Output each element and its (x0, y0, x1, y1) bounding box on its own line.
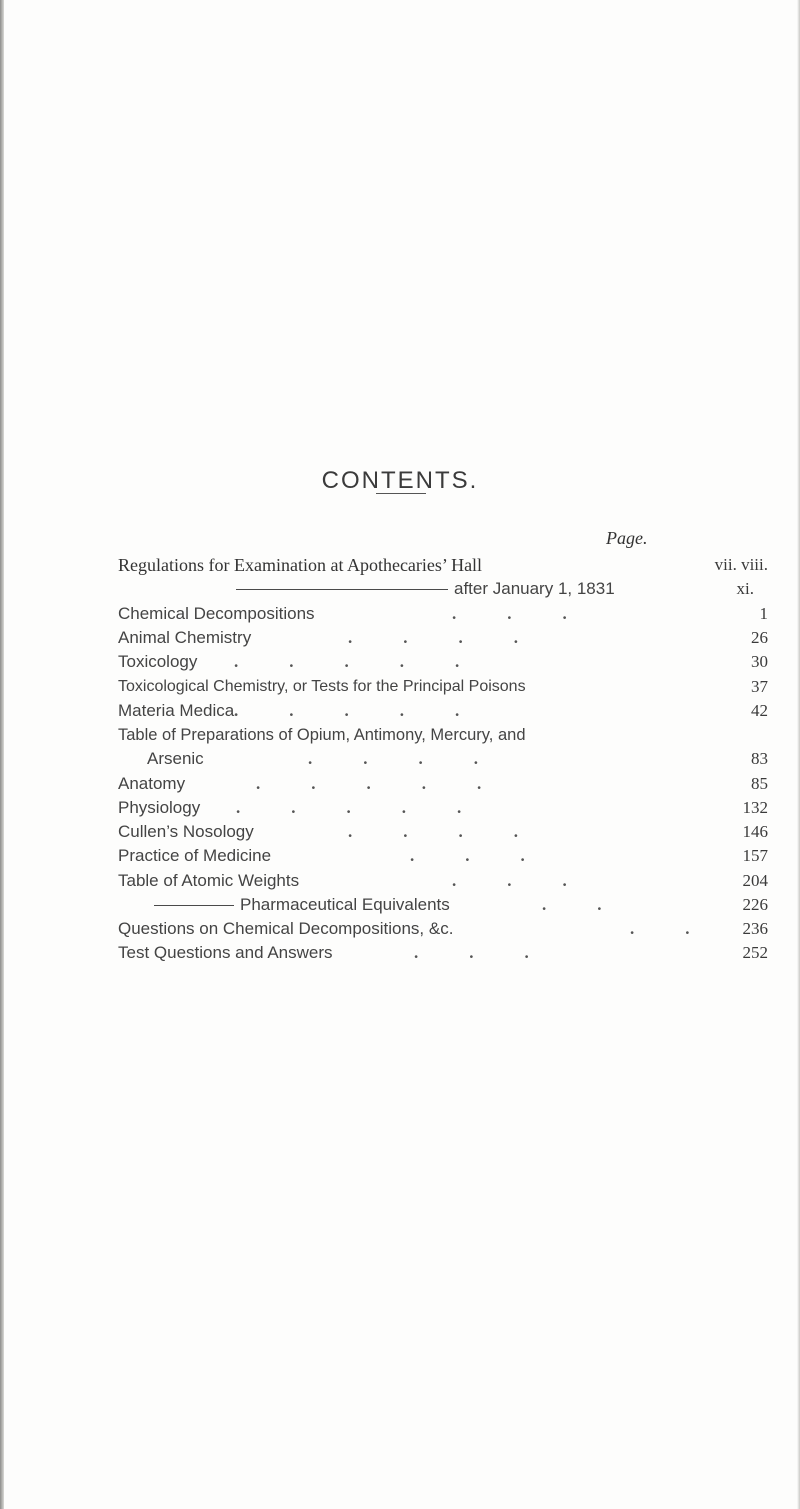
toc-entry-page: 26 (751, 628, 768, 647)
toc-entry-page: 83 (751, 749, 768, 768)
toc-entry-page: 37 (751, 677, 768, 696)
leader-dots: . . . (414, 943, 529, 962)
toc-entry-page: 146 (742, 822, 768, 841)
toc-entry (118, 602, 768, 626)
toc-entry (118, 820, 768, 844)
toc-entry (118, 553, 768, 577)
toc-entry-title: Table of Preparations of Opium, Antimony, Mercury, and (118, 726, 526, 744)
leader-dots: . . (542, 895, 602, 914)
toc-entry (118, 844, 768, 868)
toc-entry-title: Toxicology (118, 652, 198, 671)
leader-dots: . . . . (308, 749, 478, 768)
leader-dots: . . . (452, 604, 567, 623)
toc-entry-page: vii. viii. (714, 555, 768, 574)
toc-entry-title: Practice of Medicine (118, 846, 272, 865)
toc-entry-title: after January 1, 1831 (454, 579, 615, 598)
leader-dots: . . . . . (236, 798, 462, 817)
toc-entry-title: Anatomy (118, 774, 186, 793)
toc-entry-title: Regulations for Examination at Apothecaries’ Hall (118, 555, 483, 575)
toc-entry (118, 577, 768, 601)
toc-entry (118, 893, 768, 917)
toc-entry-title: Physiology (118, 798, 201, 817)
leader-dots: . . . . (348, 628, 518, 647)
leader-dots: . . . . . (256, 774, 482, 793)
toc-entry-title: Table of Atomic Weights (118, 871, 300, 890)
leader-dots: . . . (452, 871, 567, 890)
toc-entry (118, 917, 768, 941)
toc-entry (118, 626, 768, 650)
toc-entry-page: 132 (742, 798, 768, 817)
toc-entry (118, 675, 768, 699)
leader-dots: . . . . (348, 822, 518, 841)
toc-entry-page: 42 (751, 701, 768, 720)
toc-entry-title: Cullen’s Nosology (118, 822, 254, 841)
toc-entry-title: Test Questions and Answers (118, 943, 333, 962)
toc-entry-page: 236 (742, 919, 768, 938)
toc-entry (118, 747, 768, 771)
ditto-rule (236, 589, 448, 590)
toc-entry-title: Toxicological Chemistry, or Tests for the Principal Poisons (118, 678, 526, 695)
toc-entry-title: Pharmaceutical Equivalents (240, 895, 450, 914)
page-title: CONTENTS. (321, 467, 479, 494)
toc-entry-title: Arsenic (147, 749, 204, 768)
toc-entry-page: 85 (751, 774, 768, 793)
toc-entry-page: xi. (736, 579, 754, 598)
toc-entry (118, 869, 768, 893)
toc-entry (118, 941, 768, 965)
scan-edge-left (0, 0, 4, 1509)
toc-entry-page: 30 (751, 652, 768, 671)
toc-entry-title: Chemical Decompositions (118, 604, 315, 623)
title-rule (376, 493, 426, 494)
leader-dots: . . . (410, 846, 525, 865)
toc-entry-page: 157 (742, 846, 768, 865)
leader-dots: . . . . . (234, 652, 460, 671)
toc-entry-page: 204 (742, 871, 768, 890)
toc-entry-title: Animal Chemistry (118, 628, 252, 647)
toc-entry-page: 226 (742, 895, 768, 914)
page-column-heading: Page. (606, 528, 648, 548)
toc-entry (118, 723, 768, 747)
leader-dots: . . . . . (234, 701, 460, 720)
toc-entry-title: Questions on Chemical Decompositions, &c. (118, 919, 454, 938)
toc-entry (118, 650, 768, 674)
toc-entry (118, 772, 768, 796)
ditto-rule (154, 905, 234, 906)
toc-entry (118, 796, 768, 820)
toc-entry-page: 1 (759, 604, 768, 623)
toc-entry (118, 699, 768, 723)
toc-entry-page: 252 (742, 943, 768, 962)
leader-dots: . . (630, 919, 690, 938)
toc-entry-title: Materia Medica (118, 701, 235, 720)
